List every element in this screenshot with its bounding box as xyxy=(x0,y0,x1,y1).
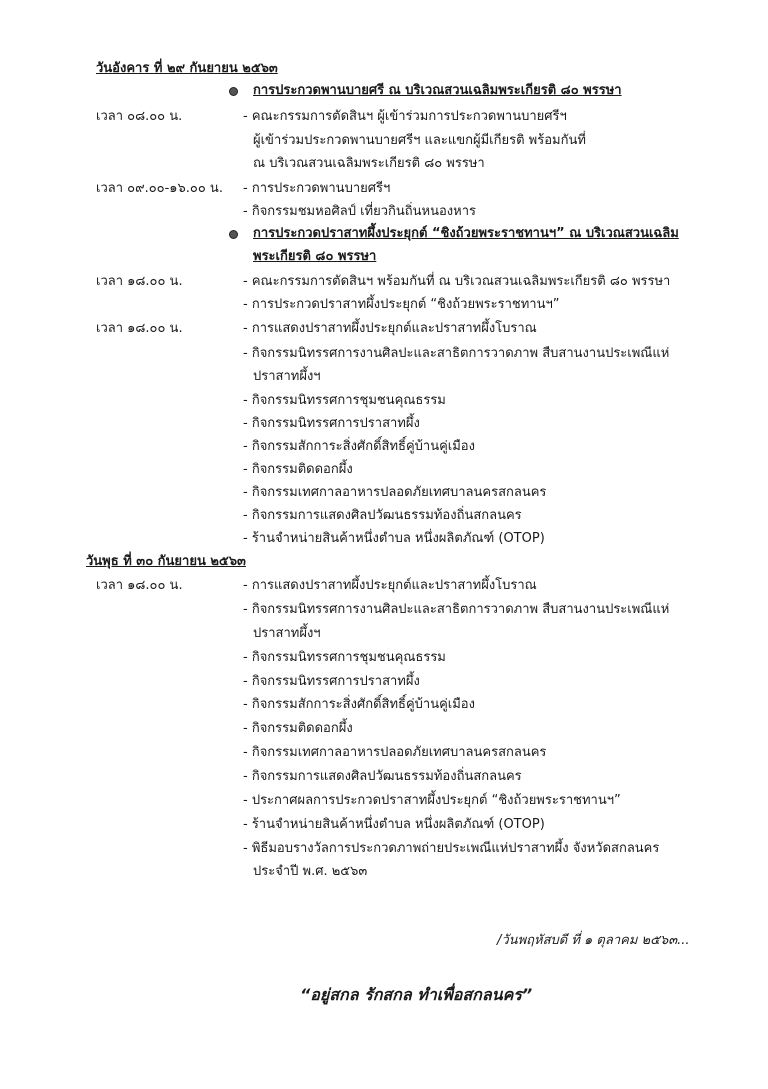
list-item: - กิจกรรมการแสดงศิลปวัฒนธรรมท้องถิ่นสกลนคร xyxy=(243,769,522,784)
bullet-icon xyxy=(229,230,238,239)
section1-time1: เวลา ๐๘.๐๐ น. xyxy=(96,109,183,124)
list-item: - ร้านจำหน่ายสินค้าหนึ่งตำบล หนึ่งผลิตภัณฑ์ (OTOP) xyxy=(243,817,545,832)
continuation-note: /วันพฤหัสบดี ที่ ๑ ตุลาคม ๒๕๖๓... xyxy=(497,933,690,948)
list-item: - กิจกรรมเทศกาลอาหารปลอดภัยเทศบาลนครสกลนคร xyxy=(243,745,547,760)
list-item: - กิจกรรมนิทรรศการปราสาทผึ้ง xyxy=(243,416,420,431)
list-item: - กิจกรรมติดดอกผึ้ง xyxy=(243,462,353,477)
day2-time1: เวลา ๑๘.๐๐ น. xyxy=(96,578,183,593)
list-item: - กิจกรรมนิทรรศการงานศิลปะและสาธิตการวาดภาพ สืบสานงานประเพณีแห่ xyxy=(243,602,670,617)
bullet-icon xyxy=(229,87,238,96)
section1-line: ณ บริเวณสวนเฉลิมพระเกียรติ ๘๐ พรรษา xyxy=(253,156,485,171)
list-item: - กิจกรรมเทศกาลอาหารปลอดภัยเทศบาลนครสกลนคร xyxy=(243,485,547,500)
list-item: - ประกาศผลการประกวดปราสาทผึ้งประยุกต์ “ชิงถ้วยพระราชทานฯ” xyxy=(243,793,621,808)
section1-line: - กิจกรรมชมหอศิลป์ เที่ยวกินถิ่นหนองหาร xyxy=(243,204,476,219)
section2-line: - การประกวดปราสาทผึ้งประยุกต์ “ชิงถ้วยพระราชทานฯ” xyxy=(243,297,560,312)
list-item: - พิธีมอบรางวัลการประกวดภาพถ่ายประเพณีแห่ปราสาทผึ้ง จังหวัดสกลนคร xyxy=(243,841,660,856)
section2-time2: เวลา ๑๘.๐๐ น. xyxy=(96,321,183,336)
section2-title: พระเกียรติ ๘๐ พรรษา xyxy=(253,249,377,264)
section1-title: การประกวดพานบายศรี ณ บริเวณสวนเฉลิมพระเกียรติ ๘๐ พรรษา xyxy=(253,83,622,98)
list-item: - กิจกรรมนิทรรศการงานศิลปะและสาธิตการวาดภาพ สืบสานงานประเพณีแห่ xyxy=(243,346,670,361)
section1-line: - การประกวดพานบายศรีฯ xyxy=(243,181,391,196)
list-item: - กิจกรรมนิทรรศการชุมชนคุณธรรม xyxy=(243,393,446,408)
section1-line: ผู้เข้าร่วมประกวดพานบายศรีฯ และแขกผู้มีเกียรติ พร้อมกันที่ xyxy=(253,133,586,148)
list-item: - กิจกรรมสักการะสิ่งศักดิ์สิทธิ์คู่บ้านคู่เมือง xyxy=(243,697,475,712)
day2-header: วันพุธ ที่ ๓๐ กันยายน ๒๕๖๓ xyxy=(86,554,246,569)
section1-time2: เวลา ๐๙.๐๐-๑๖.๐๐ น. xyxy=(96,181,223,196)
list-item: ประจำปี พ.ศ. ๒๕๖๓ xyxy=(253,864,368,879)
section1-line: - คณะกรรมการตัดสินฯ ผู้เข้าร่วมการประกวดพานบายศรีฯ xyxy=(243,109,567,124)
list-item: - กิจกรรมสักการะสิ่งศักดิ์สิทธิ์คู่บ้านคู่เมือง xyxy=(243,439,475,454)
motto: “อยู่สกล รักสกล ทำเพื่อสกลนคร” xyxy=(300,985,533,1004)
list-item: - กิจกรรมการแสดงศิลปวัฒนธรรมท้องถิ่นสกลนคร xyxy=(243,508,522,523)
list-item: - การแสดงปราสาทผึ้งประยุกต์และปราสาทผึ้งโบราณ xyxy=(243,578,537,593)
list-item: ปราสาทผึ้งฯ xyxy=(253,626,321,641)
section2-title: การประกวดปราสาทผึ้งประยุกต์ “ชิงถ้วยพระราชทานฯ” ณ บริเวณสวนเฉลิม xyxy=(253,226,679,241)
section2-line: - คณะกรรมการตัดสินฯ พร้อมกันที่ ณ บริเวณสวนเฉลิมพระเกียรติ ๘๐ พรรษา xyxy=(243,274,671,289)
list-item: - ร้านจำหน่ายสินค้าหนึ่งตำบล หนึ่งผลิตภัณฑ์ (OTOP) xyxy=(243,531,545,546)
section2-time1: เวลา ๑๘.๐๐ น. xyxy=(96,274,183,289)
list-item: - กิจกรรมนิทรรศการชุมชนคุณธรรม xyxy=(243,650,446,665)
list-item: ปราสาทผึ้งฯ xyxy=(253,369,321,384)
list-item: - กิจกรรมติดดอกผึ้ง xyxy=(243,721,353,736)
list-item: - การแสดงปราสาทผึ้งประยุกต์และปราสาทผึ้งโบราณ xyxy=(243,321,537,336)
day1-header: วันอังคาร ที่ ๒๙ กันยายน ๒๕๖๓ xyxy=(96,61,278,76)
list-item: - กิจกรรมนิทรรศการปราสาทผึ้ง xyxy=(243,674,420,689)
